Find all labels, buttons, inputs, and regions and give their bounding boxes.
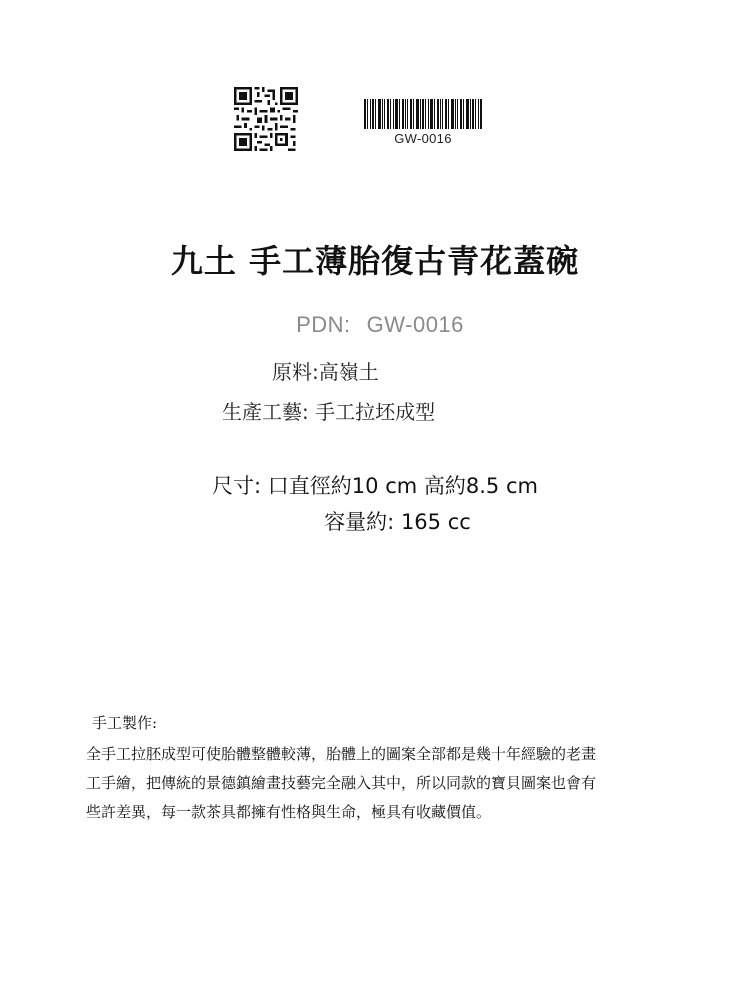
- product-number: [0, 312, 750, 338]
- barcode-icon: [364, 99, 482, 129]
- size-spec: 尺寸: 口直徑約10 cm 高約8.5 cm: [212, 474, 538, 498]
- pdn-value: GW-0016: [366, 312, 464, 337]
- description-line: 工手繪，把傳統的景德鎮繪畫技藝完全融入其中，所以同款的寶貝圖案也會有: [86, 774, 597, 792]
- description-heading: 手工製作:: [92, 714, 158, 732]
- description-body: [86, 740, 686, 827]
- material-spec: 原料:高嶺土: [272, 360, 379, 384]
- craft-spec: 生產工藝: 手工拉坯成型: [222, 400, 436, 424]
- product-title: 九土 手工薄胎復古青花蓋碗: [170, 242, 580, 280]
- description-line: 全手工拉胚成型可使胎體整體較薄，胎體上的圖案全部都是幾十年經驗的老畫: [86, 745, 597, 763]
- qr-code-icon: [234, 87, 298, 151]
- capacity-spec: 容量約: 165 cc: [324, 510, 471, 534]
- pdn-label: PDN:: [296, 312, 351, 337]
- description-line: 些許差異，每一款茶具都擁有性格與生命，極具有收藏價值。: [86, 803, 492, 821]
- barcode-label: GW-0016: [394, 131, 452, 146]
